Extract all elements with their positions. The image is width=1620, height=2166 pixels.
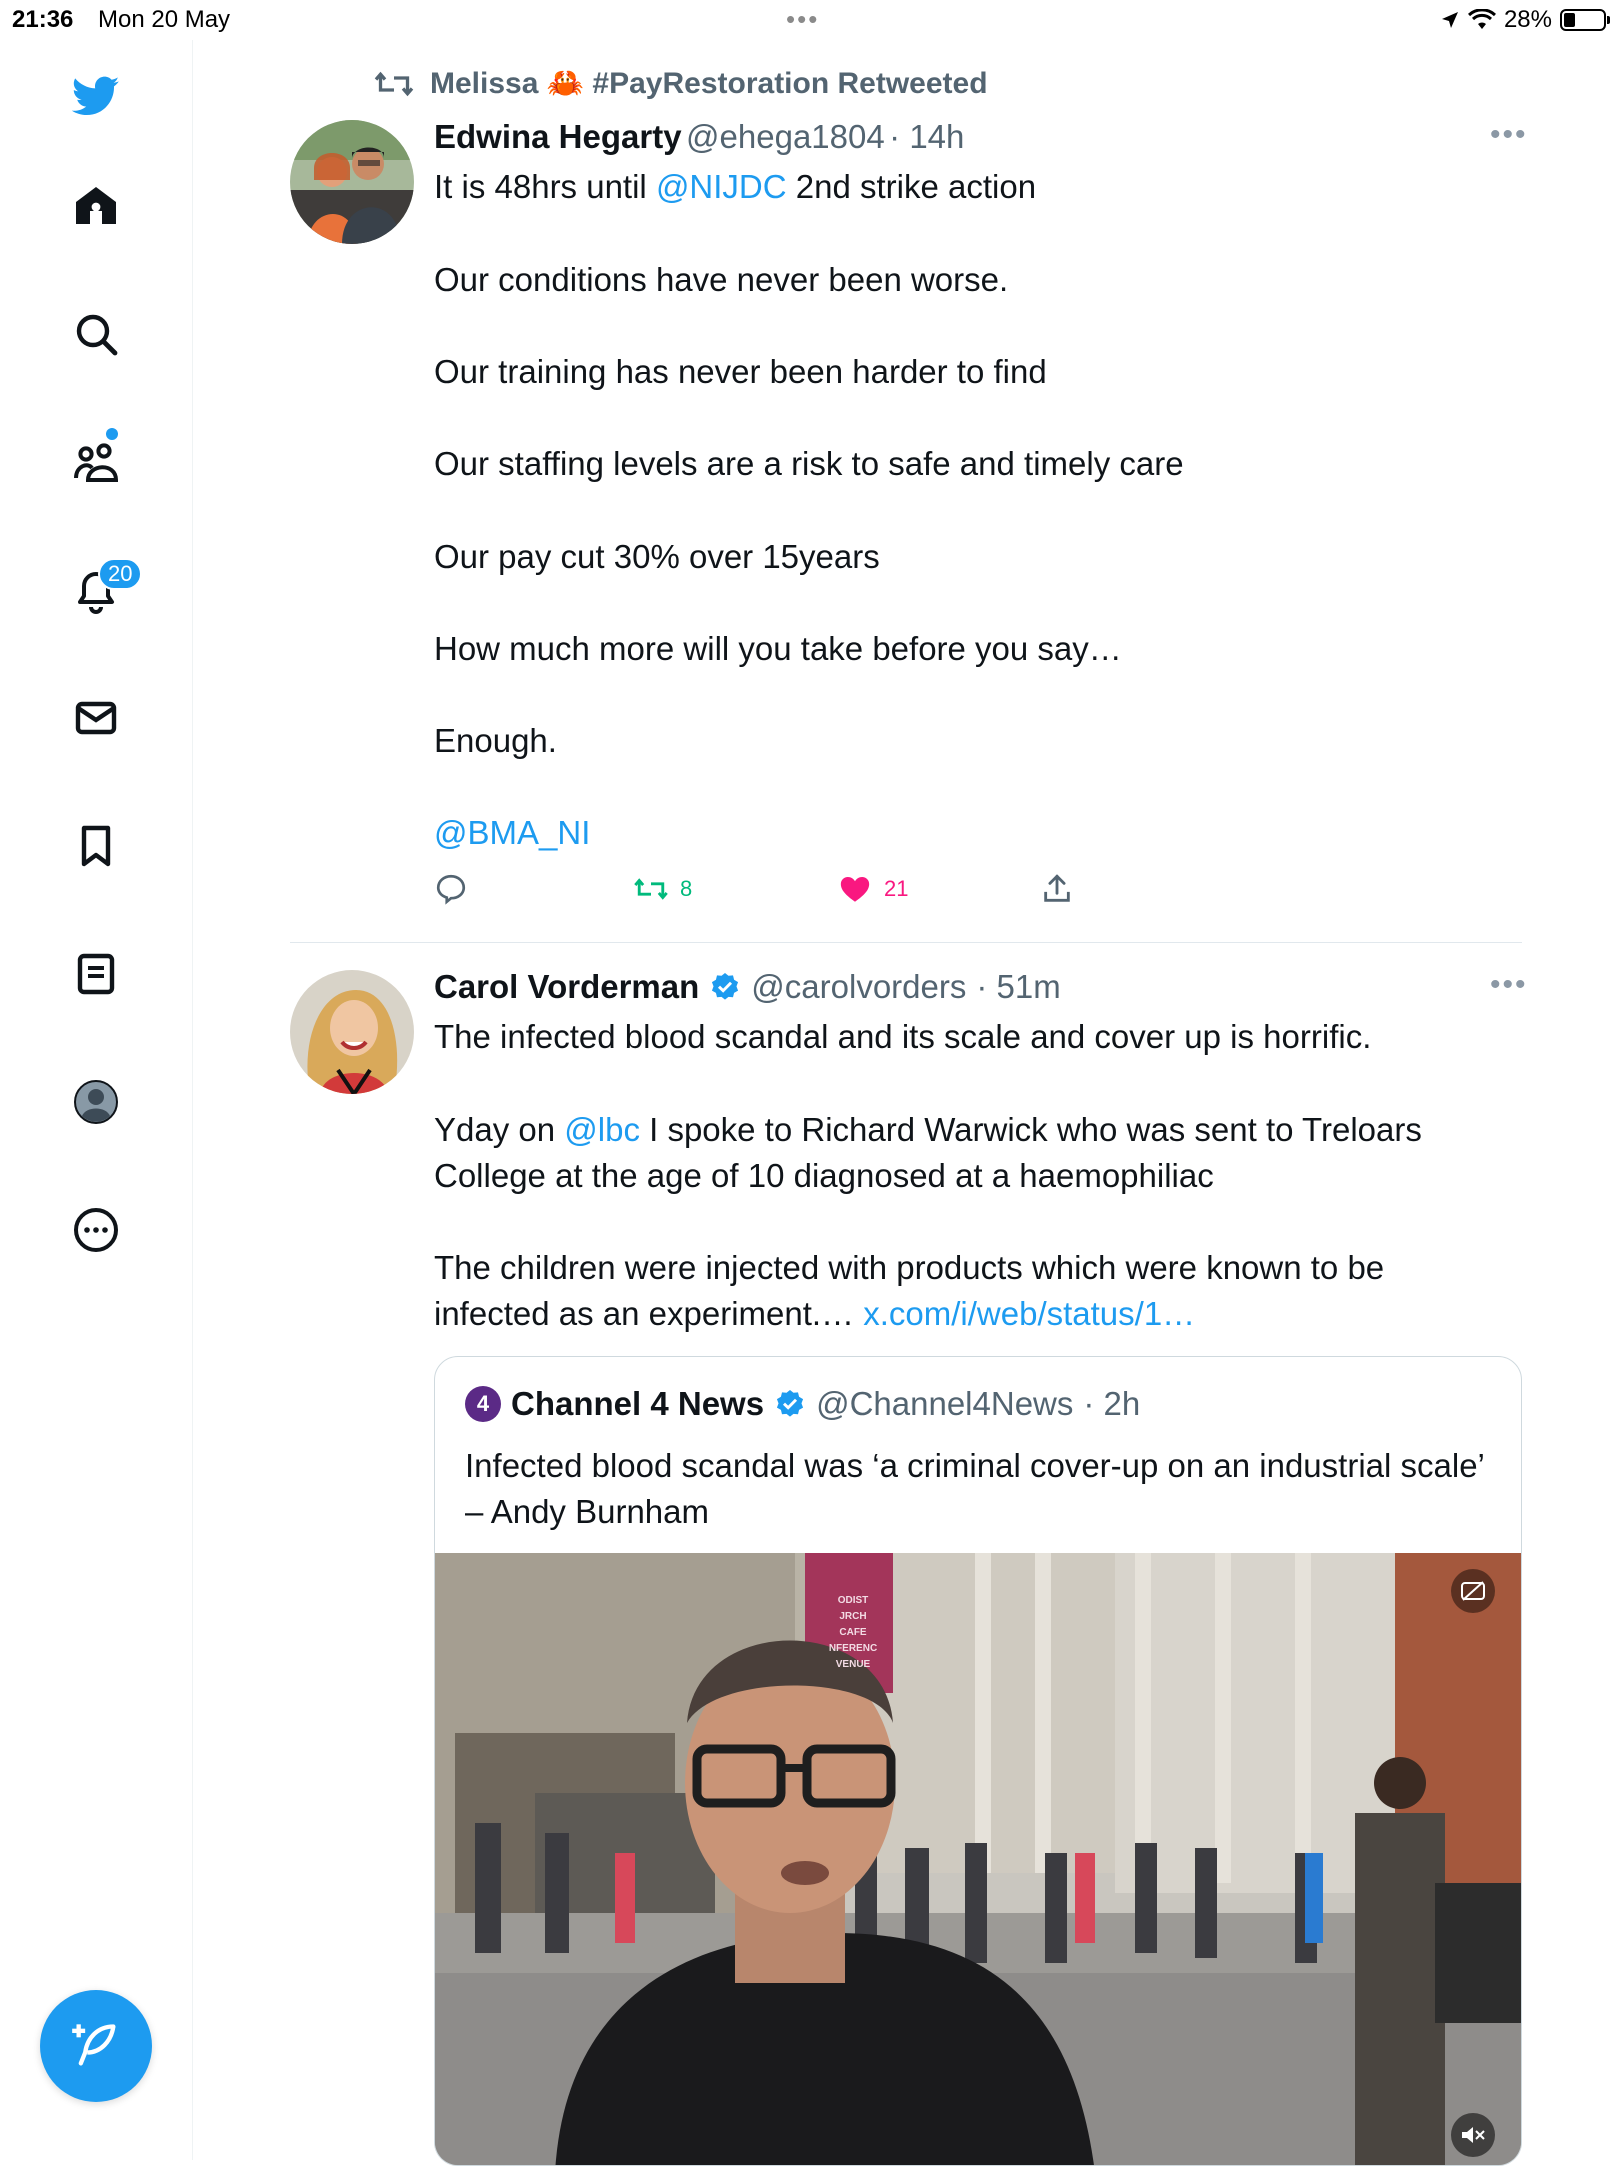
quoted-tweet-time[interactable]: · 2h	[1083, 1385, 1141, 1422]
tweet-line: College at the age of 10 diagnosed at a haemophiliac	[434, 1157, 1214, 1194]
retweeted-by-text: Melissa 🦀 #PayRestoration Retweeted	[430, 67, 988, 100]
tweet-divider	[290, 942, 1522, 943]
tweet-header	[434, 118, 964, 156]
battery-fill	[1564, 13, 1575, 27]
author-name[interactable]: Edwina Hegarty	[434, 118, 682, 155]
tweet-time[interactable]: · 14h	[889, 118, 965, 155]
nav-home[interactable]	[60, 170, 132, 242]
search-icon	[72, 310, 120, 358]
more-circle-icon	[72, 1206, 120, 1254]
retweet-button[interactable]	[634, 872, 692, 906]
like-count: 21	[884, 876, 909, 901]
banner-sign-text: ODIST JRCH CAFE NFERENC VENUE	[828, 1595, 878, 1670]
avatar-photo-couple	[290, 120, 414, 244]
tweet-line: infected as an experiment.… x.com/i/web/status/1…	[434, 1295, 1196, 1332]
share-icon	[1040, 872, 1074, 906]
tweet-line: It is 48hrs until @NIJDC 2nd strike action	[434, 168, 1037, 205]
wifi-icon	[1468, 9, 1496, 31]
tweet-line: Our staffing levels are a risk to safe and timely care	[434, 445, 1184, 482]
verified-badge-icon	[774, 1388, 806, 1420]
communities-icon	[72, 438, 120, 486]
status-date: Mon 20 May	[98, 6, 231, 33]
reply-button[interactable]	[434, 872, 468, 906]
status-time: 21:36	[12, 6, 74, 33]
quoted-author-name[interactable]: Channel 4 News	[511, 1385, 765, 1422]
captions-button[interactable]	[1451, 1569, 1495, 1613]
tweet-line: The children were injected with products which were known to be	[434, 1249, 1385, 1286]
nav-bookmarks[interactable]	[60, 810, 132, 882]
video-player[interactable]	[435, 1553, 1522, 2166]
channel4-logo-icon: 4	[465, 1386, 501, 1422]
bookmark-icon	[72, 822, 120, 870]
nav-explore[interactable]	[60, 298, 132, 370]
compose-feather-icon	[70, 2020, 122, 2072]
tweet-line: The infected blood scandal and its scale and cover up is horrific.	[434, 1018, 1372, 1055]
multitasking-dots[interactable]: •••	[786, 4, 820, 34]
volume-muted-icon	[1460, 2124, 1486, 2146]
tweet-line: Our pay cut 30% over 15years	[434, 538, 880, 575]
tweet-more-button[interactable]: •••	[1490, 118, 1528, 151]
battery-icon	[1560, 9, 1606, 31]
video-frame	[435, 1553, 1522, 2166]
mute-button[interactable]	[1451, 2113, 1495, 2157]
retweet-count: 8	[680, 876, 693, 901]
quoted-author-handle[interactable]: @Channel4News	[816, 1385, 1074, 1422]
retweet-icon	[634, 872, 668, 906]
lists-icon	[72, 950, 120, 998]
like-button[interactable]	[838, 872, 908, 906]
nav-profile[interactable]	[60, 1066, 132, 1138]
sidebar	[0, 40, 193, 2160]
status-bar	[0, 0, 1620, 40]
battery-percent: 28%	[1503, 6, 1552, 33]
mail-icon	[72, 694, 120, 742]
nav-communities[interactable]	[60, 426, 132, 498]
tweet-line: Our conditions have never been worse.	[434, 261, 1009, 298]
avatar-photo-woman	[290, 970, 414, 1094]
nav-more[interactable]	[60, 1194, 132, 1266]
captions-off-icon	[1460, 1580, 1486, 1602]
quoted-tweet[interactable]	[434, 1356, 1522, 2166]
nav-lists[interactable]	[60, 938, 132, 1010]
mention-link[interactable]: @BMA_NI	[434, 814, 591, 851]
mention-link[interactable]: @lbc	[564, 1111, 640, 1148]
retweet-context[interactable]	[374, 66, 988, 101]
tweet-avatar[interactable]	[290, 970, 414, 1094]
communities-unread-dot	[106, 428, 118, 440]
reply-icon	[434, 872, 468, 906]
twitter-logo-button[interactable]	[60, 60, 132, 132]
quoted-tweet-header	[465, 1385, 1140, 1423]
verified-badge-icon	[709, 971, 741, 1003]
tweet-actions	[434, 872, 1134, 912]
tweet-line: Enough.	[434, 722, 557, 759]
notifications-badge: 20	[98, 558, 142, 590]
tweet-line	[434, 810, 590, 856]
status-right	[1440, 6, 1606, 34]
location-arrow-icon	[1440, 10, 1460, 30]
quoted-tweet-text: Infected blood scandal was ‘a criminal cover-up on an industrial scale’ – Andy Burnham	[465, 1447, 1484, 1530]
author-name[interactable]: Carol Vorderman	[434, 968, 700, 1005]
home-icon	[72, 182, 120, 230]
tweet-avatar[interactable]	[290, 120, 414, 244]
mention-link[interactable]: @NIJDC	[655, 168, 787, 205]
tweet-header	[434, 968, 1061, 1006]
tweet-time[interactable]: · 51m	[976, 968, 1061, 1005]
heart-filled-icon	[838, 872, 872, 906]
tweet-line: How much more will you take before you say…	[434, 630, 1122, 667]
compose-tweet-button[interactable]	[40, 1990, 152, 2102]
status-link[interactable]: x.com/i/web/status/1…	[863, 1295, 1196, 1332]
author-handle[interactable]: @carolvorders	[751, 968, 967, 1005]
profile-icon	[72, 1078, 120, 1126]
retweet-icon	[374, 69, 414, 99]
share-button[interactable]	[1040, 872, 1074, 906]
tweet-more-button[interactable]: •••	[1490, 968, 1528, 1001]
twitter-bird-icon	[72, 72, 120, 120]
author-handle[interactable]: @ehega1804	[686, 118, 885, 155]
tweet-line: Yday on @lbc I spoke to Richard Warwick who was sent to Treloars	[434, 1111, 1422, 1148]
nav-messages[interactable]	[60, 682, 132, 754]
tweet-line: Our training has never been harder to find	[434, 353, 1047, 390]
